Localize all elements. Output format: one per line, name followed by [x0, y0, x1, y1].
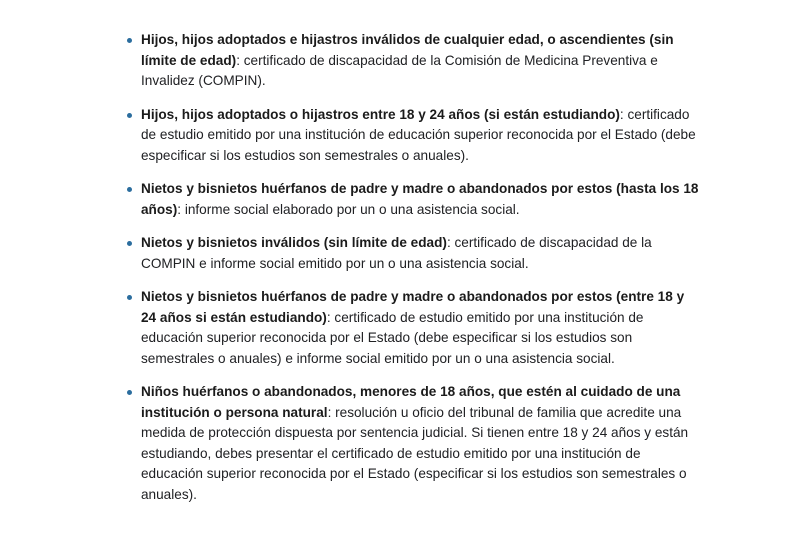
list-item-text: : certificado de discapacidad de la COMPIN e informe social emitido por un o una asistencia social. — [141, 235, 652, 271]
page-content — [127, 30, 699, 505]
list-item-lead: Hijos, hijos adoptados e hijastros inválidos de cualquier edad, o ascendientes (sin límite de edad) — [141, 32, 674, 68]
list-item-text: : certificado de estudio emitido por una institución de educación superior reconocida por el Estado (debe especificar si los estudios son semestrales o anuales) e informe social emitido por un o una asistencia social. — [141, 309, 644, 366]
list-item-lead: Niños huérfanos o abandonados, menores de 18 años, que estén al cuidado de una institución o persona natural — [141, 384, 681, 420]
bullet-icon — [127, 295, 132, 300]
list-item — [127, 105, 699, 167]
bullet-icon — [127, 241, 132, 246]
bullet-icon — [127, 390, 132, 395]
bullet-icon — [127, 113, 132, 118]
list-item-text: : resolución u oficio del tribunal de familia que acredite una medida de protección dispuesta por sentencia judicial. Si tienen entre 18 y 24 años y están estudiando, debes presentar el certificado de estudio emitido por una institución de educación superior reconocida por el Estado (especificar si los estudios son semestrales o anuales). — [141, 404, 689, 502]
list-item-lead: Nietos y bisnietos inválidos (sin límite de edad) — [141, 235, 447, 250]
list-item-text: : certificado de discapacidad de la Comisión de Medicina Preventiva e Invalidez (COMPIN). — [141, 52, 658, 88]
list-item — [127, 30, 699, 92]
list-item-text: : informe social elaborado por un o una asistencia social. — [177, 201, 520, 217]
requirements-list — [127, 30, 699, 505]
list-item-lead: Nietos y bisnietos huérfanos de padre y madre o abandonados por estos (entre 18 y 24 años si están estudiando) — [141, 289, 685, 325]
list-item — [127, 382, 699, 505]
list-item — [127, 179, 699, 220]
bullet-icon — [127, 187, 132, 192]
list-item-lead: Hijos, hijos adoptados o hijastros entre 18 y 24 años (si están estudiando) — [141, 106, 620, 122]
list-item — [127, 233, 699, 274]
list-item-lead: Nietos y bisnietos huérfanos de padre y madre o abandonados por estos (hasta los 18 años) — [141, 181, 699, 217]
list-item-text: : certificado de estudio emitido por una institución de educación superior reconocida por el Estado (debe especificar si los estudios son semestrales o anuales). — [141, 106, 696, 163]
bullet-icon — [127, 38, 132, 43]
list-item — [127, 287, 699, 369]
